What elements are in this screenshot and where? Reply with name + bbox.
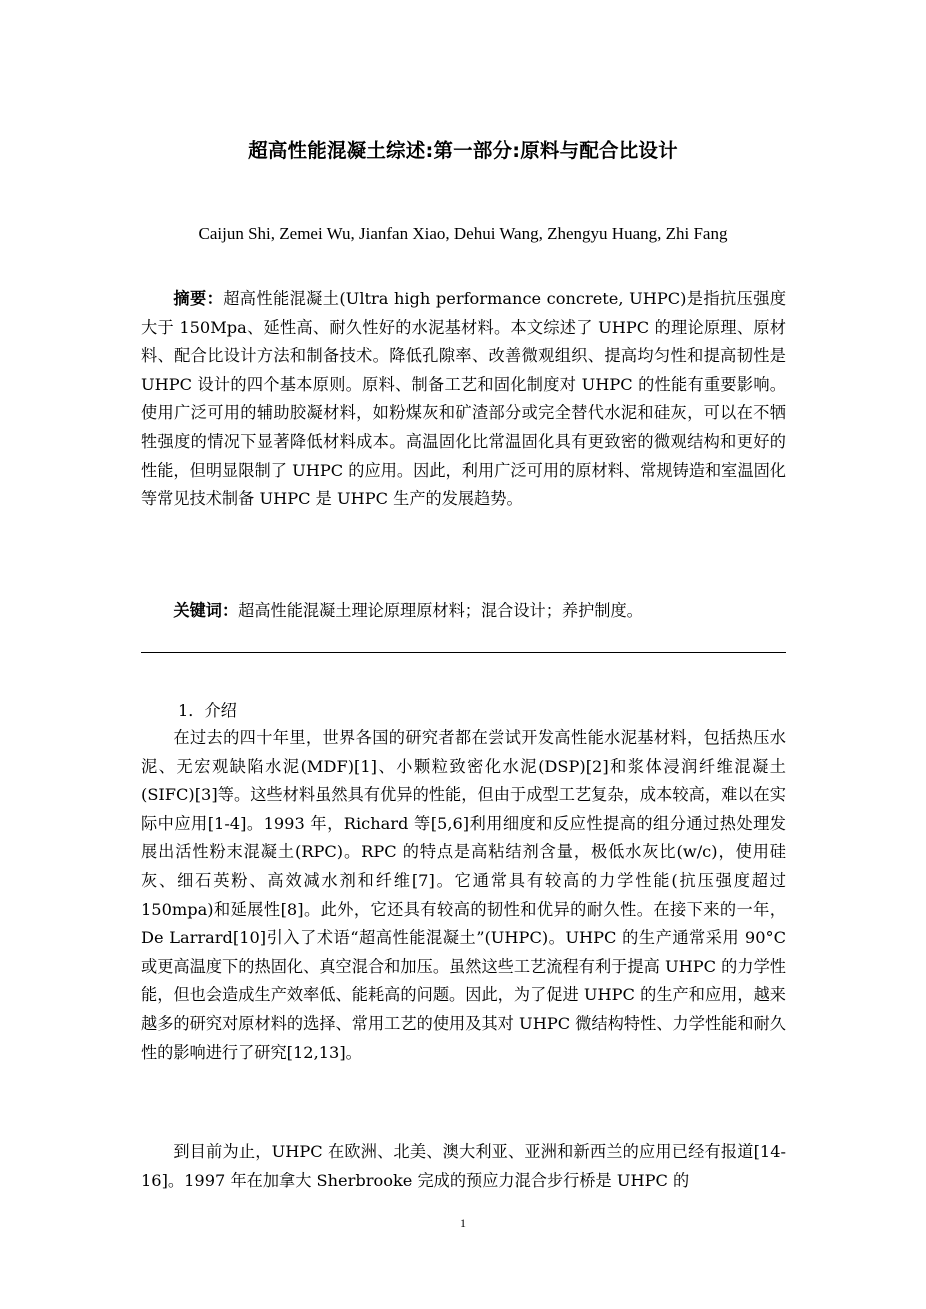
abstract-label: 摘要：: [173, 289, 224, 308]
author-list: Caijun Shi, Zemei Wu, Jianfan Xiao, Dehui Wang, Zhengyu Huang, Zhi Fang: [198, 224, 728, 243]
abstract-text: 超高性能混凝土(Ultra high performance concrete, UHPC)是指抗压强度大于 150Mpa、延性高、耐久性好的水泥基材料。本文综述了 UHPC 的理论原理、原材料、配合比设计方法和制备技术。降低孔隙率、改善微观组织、提高均匀性和提高韧性是 UHPC 设计的四个基本原则。原料、制备工艺和固化制度对 UHPC 的性能有重要影响。使用广泛可用的辅助胶凝材料，如粉煤灰和矿渣部分或完全替代水泥和硅灰，可以在不牺牲强度的情况下显著降低材料成本。高温固化比常温固化具有更致密的微观结构和更好的性能，但明显限制了 UHPC 的应用。因此，利用广泛可用的原材料、常规铸造和室温固化等常见技术制备 UHPC 是 UHPC 生产的发展趋势。: [141, 289, 787, 509]
keywords: [141, 597, 786, 626]
body-paragraph: 在过去的四十年里，世界各国的研究者都在尝试开发高性能水泥基材料，包括热压水泥、无宏观缺陷水泥(MDF)[1]、小颗粒致密化水泥(DSP)[2]和浆体浸润纤维混凝土(SIFC)[3]等。这些材料虽然具有优异的性能，但由于成型工艺复杂，成本较高，难以在实际中应用[1-4]。1993 年，Richard 等[5,6]利用细度和反应性提高的组分通过热处理发展出活性粉末混凝土(RPC)。RPC 的特点是高粘结剂含量，极低水灰比(w/c)，使用硅灰、细石英粉、高效减水剂和纤维[7]。它通常具有较高的力学性能(抗压强度超过 150mpa)和延展性[8]。此外，它还具有较高的韧性和优异的耐久性。在接下来的一年，De Larrard[10]引入了术语“超高性能混凝土”(UHPC)。UHPC 的生产通常采用 90°C 或更高温度下的热固化、真空混合和加压。虽然这些工艺流程有利于提高 UHPC 的力学性能，但也会造成生产效率低、能耗高的问题。因此，为了促进 UHPC 的生产和应用，越来越多的研究对原材料的选择、常用工艺的使用及其对 UHPC 微结构特性、力学性能和耐久性的影响进行了研究[12,13]。: [141, 728, 786, 1062]
paper-title: 超高性能混凝土综述:第一部分:原料与配合比设计: [248, 139, 678, 162]
keywords-label: 关键词：: [173, 601, 239, 620]
page-number: 1: [460, 1216, 466, 1230]
keywords-text: 超高性能混凝土理论原理原材料；混合设计；养护制度。: [238, 601, 643, 620]
section-heading: 1．介绍: [178, 701, 237, 720]
section-divider: [141, 652, 786, 653]
abstract: [141, 285, 786, 514]
body-paragraph: 到目前为止，UHPC 在欧洲、北美、澳大利亚、亚洲和新西兰的应用已经有报道[14-16]。1997 年在加拿大 Sherbrooke 完成的预应力混合步行桥是 UHPC 的: [141, 1142, 786, 1190]
